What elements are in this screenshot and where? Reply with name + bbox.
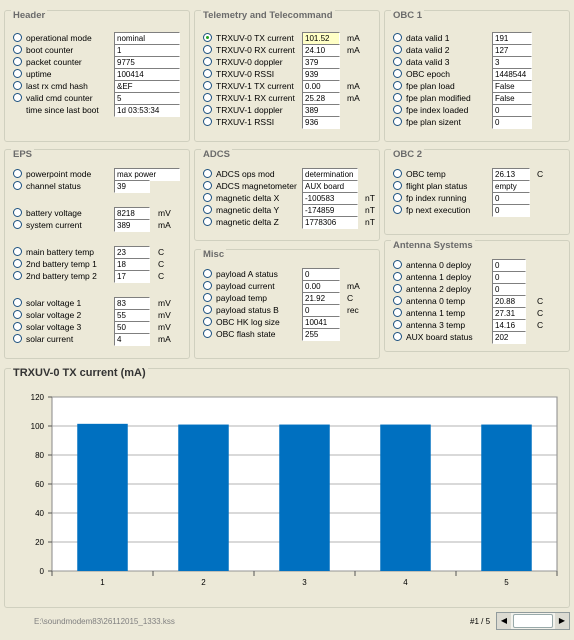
- value-field: -174859: [302, 204, 358, 217]
- field-label: boot counter: [26, 45, 74, 55]
- value-field: 0: [302, 268, 340, 281]
- unit-label: C: [537, 169, 544, 179]
- x-tick-label: 3: [302, 578, 307, 587]
- radio-button[interactable]: [393, 332, 402, 341]
- field-label: solar voltage 1: [26, 298, 82, 308]
- header-row-time-since-last-boot[interactable]: [13, 104, 183, 117]
- obc1-row-fpe-plan-sizent[interactable]: [393, 116, 563, 129]
- radio-button[interactable]: [13, 322, 22, 331]
- radio-button[interactable]: [393, 57, 402, 66]
- value-field: 127: [492, 44, 532, 57]
- radio-button[interactable]: [13, 169, 22, 178]
- field-label: antenna 0 deploy: [406, 260, 472, 270]
- value-field: 1d 03:53:34: [114, 104, 180, 117]
- unit-label: mV: [158, 298, 171, 308]
- field-label: TRXUV-0 RSSI: [216, 69, 275, 79]
- eps-row-solar-current[interactable]: [13, 333, 183, 346]
- adcs-row-magnetic-delta-z[interactable]: [203, 216, 373, 229]
- radio-button[interactable]: [393, 193, 402, 202]
- field-label: powerpoint mode: [26, 169, 92, 179]
- radio-button[interactable]: [203, 217, 212, 226]
- field-label: TRXUV-1 RSSI: [216, 117, 275, 127]
- field-label: packet counter: [26, 57, 82, 67]
- radio-button[interactable]: [203, 169, 212, 178]
- unit-label: C: [158, 247, 165, 257]
- y-tick-label: 100: [30, 422, 44, 431]
- radio-button[interactable]: [393, 105, 402, 114]
- field-label: payload status B: [216, 305, 279, 315]
- misc-panel: [194, 249, 380, 359]
- radio-button[interactable]: [203, 293, 212, 302]
- unit-label: C: [158, 271, 165, 281]
- unit-label: mA: [347, 81, 360, 91]
- value-field: 936: [302, 116, 340, 129]
- field-label: time since last boot: [26, 105, 99, 115]
- field-label: magnetic delta Z: [216, 217, 279, 227]
- field-label: fpe plan load: [406, 81, 455, 91]
- value-field: 1: [114, 44, 180, 57]
- radio-button[interactable]: [393, 93, 402, 102]
- field-label: antenna 2 deploy: [406, 284, 472, 294]
- radio-button[interactable]: [203, 281, 212, 290]
- field-label: operational mode: [26, 33, 92, 43]
- y-tick-label: 80: [35, 451, 44, 460]
- bar-3: [279, 425, 330, 571]
- bar-chart: [5, 371, 569, 607]
- antenna-panel-title: Antenna Systems: [393, 240, 473, 251]
- y-tick-label: 120: [30, 393, 44, 402]
- radio-button[interactable]: [13, 298, 22, 307]
- value-field: 0.00: [302, 80, 340, 93]
- page-scrollbar[interactable]: [496, 612, 570, 630]
- value-field: 5: [114, 92, 180, 105]
- unit-label: mA: [158, 220, 171, 230]
- field-label: 2nd battery temp 2: [26, 271, 97, 281]
- radio-button[interactable]: [13, 181, 22, 190]
- field-label: TRXUV-1 RX current: [216, 93, 295, 103]
- y-tick-label: 40: [35, 509, 44, 518]
- eps-row-channel-status[interactable]: [13, 180, 183, 193]
- x-tick-label: 1: [100, 578, 105, 587]
- value-field: 21.92: [302, 292, 340, 305]
- radio-button[interactable]: [203, 69, 212, 78]
- adcs-panel: [194, 149, 380, 241]
- x-tick-label: 2: [201, 578, 206, 587]
- radio-button[interactable]: [393, 205, 402, 214]
- field-label: solar voltage 3: [26, 322, 82, 332]
- unit-label: nT: [365, 193, 375, 203]
- radio-button[interactable]: [393, 272, 402, 281]
- value-field: 20.88: [492, 295, 526, 308]
- radio-button[interactable]: [393, 69, 402, 78]
- field-label: magnetic delta X: [216, 193, 280, 203]
- eps-panel-title: EPS: [13, 149, 33, 160]
- unit-label: mA: [347, 45, 360, 55]
- radio-button[interactable]: [203, 329, 212, 338]
- radio-button[interactable]: [393, 181, 402, 190]
- value-field: 939: [302, 68, 340, 81]
- value-field: empty: [492, 180, 530, 193]
- radio-button[interactable]: [203, 269, 212, 278]
- value-field: 379: [302, 56, 340, 69]
- telemetry-panel-title: Telemetry and Telecommand: [203, 10, 333, 21]
- unit-label: mA: [347, 93, 360, 103]
- field-label: battery voltage: [26, 208, 82, 218]
- radio-button[interactable]: [393, 296, 402, 305]
- value-field: 25.28: [302, 92, 340, 105]
- radio-button[interactable]: [13, 271, 22, 280]
- field-label: payload temp: [216, 293, 268, 303]
- unit-label: mA: [158, 334, 171, 344]
- field-label: AUX board status: [406, 332, 473, 342]
- value-field: 8218: [114, 207, 150, 220]
- radio-button[interactable]: [393, 284, 402, 293]
- value-field: 0: [492, 271, 526, 284]
- value-field: 101.52: [302, 32, 340, 45]
- y-tick-label: 20: [35, 538, 44, 547]
- unit-label: mV: [158, 322, 171, 332]
- y-tick-label: 0: [39, 567, 44, 576]
- field-label: flight plan status: [406, 181, 468, 191]
- unit-label: nT: [365, 205, 375, 215]
- scroll-right-button[interactable]: ▶: [555, 613, 569, 629]
- radio-button[interactable]: [393, 33, 402, 42]
- field-label: TRXUV-1 doppler: [216, 105, 283, 115]
- obc1-panel-title: OBC 1: [393, 10, 423, 21]
- field-label: uptime: [26, 69, 52, 79]
- value-field: 50: [114, 321, 150, 334]
- value-field: 3: [492, 56, 532, 69]
- value-field: 255: [302, 328, 340, 341]
- field-label: OBC HK log size: [216, 317, 280, 327]
- radio-button[interactable]: [203, 33, 212, 42]
- value-field: 0.00: [302, 280, 340, 293]
- value-field: 55: [114, 309, 150, 322]
- unit-label: C: [537, 308, 544, 318]
- value-field: False: [492, 92, 532, 105]
- eps-row-2nd-battery-temp-2[interactable]: [13, 270, 183, 283]
- field-label: data valid 3: [406, 57, 450, 67]
- telemetry-row-trxuv-1-rssi[interactable]: [203, 116, 373, 129]
- field-label: fpe index loaded: [406, 105, 469, 115]
- field-label: magnetic delta Y: [216, 205, 280, 215]
- radio-button[interactable]: [393, 117, 402, 126]
- field-label: solar voltage 2: [26, 310, 82, 320]
- value-field: 26.13: [492, 168, 530, 181]
- value-field: 0: [492, 116, 532, 129]
- chart-title: TRXUV-0 TX current (mA): [13, 367, 146, 379]
- radio-button[interactable]: [203, 93, 212, 102]
- obc2-row-fp-next-execution[interactable]: [393, 204, 563, 217]
- radio-button[interactable]: [203, 181, 212, 190]
- unit-label: mV: [158, 310, 171, 320]
- radio-button[interactable]: [393, 45, 402, 54]
- field-label: fp index running: [406, 193, 467, 203]
- field-label: system current: [26, 220, 82, 230]
- radio-button[interactable]: [203, 45, 212, 54]
- value-field: AUX board: [302, 180, 358, 193]
- value-field: 100414: [114, 68, 180, 81]
- value-field: 14.16: [492, 319, 526, 332]
- radio-button[interactable]: [13, 220, 22, 229]
- eps-row-system-current[interactable]: [13, 219, 183, 232]
- field-label: antenna 3 temp: [406, 320, 466, 330]
- field-label: payload A status: [216, 269, 278, 279]
- unit-label: mV: [158, 208, 171, 218]
- field-label: payload current: [216, 281, 275, 291]
- chart-panel: [4, 368, 570, 608]
- value-field: 17: [114, 270, 150, 283]
- header-panel-title: Header: [13, 10, 46, 21]
- field-label: OBC temp: [406, 169, 446, 179]
- value-field: False: [492, 80, 532, 93]
- x-tick-label: 4: [403, 578, 408, 587]
- field-label: ADCS magnetometer: [216, 181, 297, 191]
- scroll-left-button[interactable]: ◀: [497, 613, 511, 629]
- bar-5: [481, 425, 532, 571]
- field-label: valid cmd counter: [26, 93, 93, 103]
- field-label: 2nd battery temp 1: [26, 259, 97, 269]
- value-field: 4: [114, 333, 150, 346]
- bar-2: [178, 425, 229, 571]
- unit-label: C: [158, 259, 165, 269]
- obc1-panel: [384, 10, 570, 142]
- radio-button[interactable]: [203, 81, 212, 90]
- field-label: channel status: [26, 181, 81, 191]
- value-field: 0: [492, 259, 526, 272]
- field-label: last rx cmd hash: [26, 81, 88, 91]
- antenna-row-aux-board-status[interactable]: [393, 331, 563, 344]
- radio-button[interactable]: [393, 308, 402, 317]
- value-field: max power: [114, 168, 180, 181]
- field-label: TRXUV-0 TX current: [216, 33, 294, 43]
- value-field: determination: [302, 168, 358, 181]
- unit-label: C: [537, 296, 544, 306]
- obc2-panel-title: OBC 2: [393, 149, 423, 160]
- unit-label: C: [347, 293, 354, 303]
- value-field: 0: [492, 204, 530, 217]
- radio-button[interactable]: [393, 320, 402, 329]
- adcs-panel-title: ADCS: [203, 149, 230, 160]
- radio-button[interactable]: [393, 81, 402, 90]
- radio-button[interactable]: [13, 33, 22, 42]
- x-tick-label: 5: [504, 578, 509, 587]
- y-tick-label: 60: [35, 480, 44, 489]
- radio-button[interactable]: [203, 105, 212, 114]
- value-field: 1448544: [492, 68, 532, 81]
- field-label: antenna 1 temp: [406, 308, 466, 318]
- radio-button[interactable]: [13, 310, 22, 319]
- value-field: nominal: [114, 32, 180, 45]
- value-field: &EF: [114, 80, 180, 93]
- radio-button[interactable]: [13, 93, 22, 102]
- value-field: 202: [492, 331, 526, 344]
- value-field: 0: [492, 283, 526, 296]
- unit-label: nT: [365, 217, 375, 227]
- value-field: -100583: [302, 192, 358, 205]
- value-field: 389: [114, 219, 150, 232]
- field-label: fpe plan sizent: [406, 117, 461, 127]
- radio-button[interactable]: [13, 247, 22, 256]
- file-path-label: E:\soundmodem83\26112015_1333.kss: [34, 617, 175, 626]
- radio-button[interactable]: [13, 57, 22, 66]
- field-label: ADCS ops mod: [216, 169, 275, 179]
- value-field: 0: [302, 304, 340, 317]
- field-label: OBC epoch: [406, 69, 450, 79]
- field-label: antenna 0 temp: [406, 296, 466, 306]
- radio-button[interactable]: [393, 169, 402, 178]
- field-label: solar current: [26, 334, 74, 344]
- bar-1: [77, 424, 128, 571]
- unit-label: mA: [347, 281, 360, 291]
- radio-button[interactable]: [203, 57, 212, 66]
- field-label: fp next execution: [406, 205, 471, 215]
- value-field: 9775: [114, 56, 180, 69]
- radio-button[interactable]: [393, 260, 402, 269]
- radio-button[interactable]: [203, 305, 212, 314]
- value-field: 191: [492, 32, 532, 45]
- unit-label: C: [537, 320, 544, 330]
- radio-button[interactable]: [13, 69, 22, 78]
- unit-label: rec: [347, 305, 359, 315]
- field-label: main battery temp: [26, 247, 95, 257]
- radio-button[interactable]: [13, 45, 22, 54]
- field-label: antenna 1 deploy: [406, 272, 472, 282]
- value-field: 1778306: [302, 216, 358, 229]
- field-label: fpe plan modified: [406, 93, 471, 103]
- radio-button[interactable]: [203, 193, 212, 202]
- value-field: 27.31: [492, 307, 526, 320]
- value-field: 10041: [302, 316, 340, 329]
- value-field: 18: [114, 258, 150, 271]
- value-field: 389: [302, 104, 340, 117]
- value-field: 24.10: [302, 44, 340, 57]
- radio-button[interactable]: [13, 334, 22, 343]
- value-field: 39: [114, 180, 150, 193]
- unit-label: mA: [347, 33, 360, 43]
- field-label: TRXUV-0 RX current: [216, 45, 295, 55]
- field-label: TRXUV-1 TX current: [216, 81, 294, 91]
- page-indicator: #1 / 5: [470, 617, 491, 626]
- antenna-panel: [384, 240, 570, 352]
- value-field: 83: [114, 297, 150, 310]
- radio-button[interactable]: [13, 259, 22, 268]
- telemetry-panel: [194, 10, 380, 142]
- field-label: OBC flash state: [216, 329, 276, 339]
- misc-panel-title: Misc: [203, 249, 225, 260]
- value-field: 0: [492, 192, 530, 205]
- radio-button[interactable]: [13, 208, 22, 217]
- misc-row-obc-flash-state[interactable]: [203, 328, 373, 341]
- obc2-panel: [384, 149, 570, 235]
- field-label: data valid 2: [406, 45, 450, 55]
- field-label: data valid 1: [406, 33, 450, 43]
- radio-button[interactable]: [203, 317, 212, 326]
- radio-button[interactable]: [203, 205, 212, 214]
- header-panel: [4, 10, 190, 142]
- radio-button[interactable]: [13, 81, 22, 90]
- value-field: 0: [492, 104, 532, 117]
- value-field: 23: [114, 246, 150, 259]
- field-label: TRXUV-0 doppler: [216, 57, 283, 67]
- scroll-thumb[interactable]: [513, 614, 553, 628]
- eps-panel: [4, 149, 190, 359]
- bar-4: [380, 425, 431, 571]
- radio-button[interactable]: [203, 117, 212, 126]
